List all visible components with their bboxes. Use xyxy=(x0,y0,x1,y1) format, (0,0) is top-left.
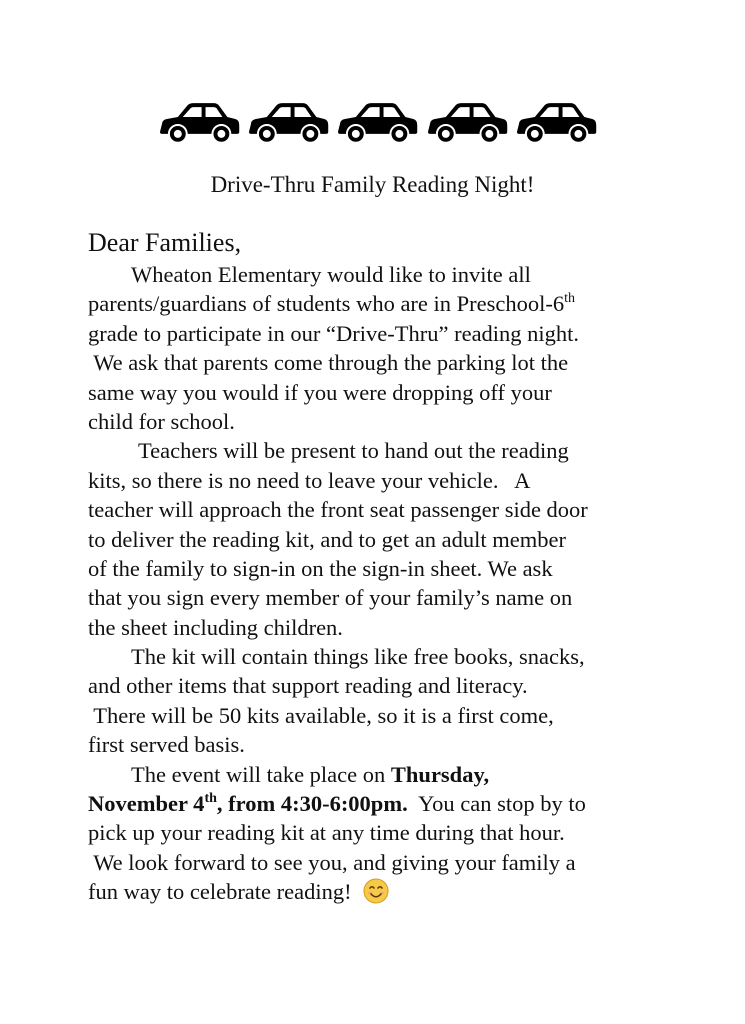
paragraph-1-line-5: same way you would if you were dropping off your xyxy=(88,379,552,405)
paragraph-1-line-6: child for school. xyxy=(88,408,235,434)
page-title: Drive-Thru Family Reading Night! xyxy=(210,172,535,197)
paragraph-2-line-5: of the family to sign-in on the sign-in sheet. We ask xyxy=(88,555,553,581)
smiling-face-icon xyxy=(363,878,389,904)
paragraph-4-line-5 xyxy=(88,877,688,906)
paragraph-4-line-3: pick up your reading kit at any time during that hour. xyxy=(88,820,565,846)
event-time: , from 4:30-6:00pm. xyxy=(216,791,408,817)
car-icon xyxy=(247,100,330,144)
paragraph-3-line-1: The kit will contain things like free books, snacks, xyxy=(131,644,585,670)
event-date-month: November 4 xyxy=(88,791,205,817)
car-icon xyxy=(336,100,419,144)
car-icon xyxy=(426,100,509,144)
paragraph-2-line-1: Teachers will be present to hand out the reading xyxy=(138,438,569,464)
car-icon xyxy=(515,100,598,144)
paragraph-2-line-2: kits, so there is no need to leave your vehicle. A xyxy=(88,467,531,493)
paragraph-1-line-2 xyxy=(88,289,688,318)
paragraph-2-line-7: the sheet including children. xyxy=(88,614,343,640)
paragraph-1-line-1: Wheaton Elementary would like to invite all xyxy=(131,262,531,287)
paragraph-4-line-1 xyxy=(88,760,688,789)
paragraph-1-line-2-text: parents/guardians of students who are in Preschool-6 xyxy=(88,291,565,317)
paragraph-4-line-4: We look forward to see you, and giving your family a xyxy=(88,849,576,875)
paragraph-1-line-4: We ask that parents come through the parking lot the xyxy=(88,350,569,376)
paragraph-2-line-6: that you sign every member of your family’s name on xyxy=(88,585,573,611)
paragraph-1-line-3: grade to participate in our “Drive-Thru” reading night. xyxy=(88,320,580,346)
paragraph-4-line-2 xyxy=(88,789,688,818)
paragraph-2-line-3: teacher will approach the front seat passenger side door xyxy=(88,497,588,523)
car-icon xyxy=(158,100,241,144)
paragraph-3-line-3: There will be 50 kits available, so it is a first come, xyxy=(88,702,554,728)
paragraph-3-line-4: first served basis. xyxy=(88,732,245,758)
paragraph-2-line-4: to deliver the reading kit, and to get an adult member xyxy=(88,526,566,552)
event-date xyxy=(88,791,408,816)
event-day: Thursday, xyxy=(390,761,490,787)
paragraph-3-line-2: and other items that support reading and literacy. xyxy=(88,673,528,699)
ordinal-suffix: th xyxy=(204,791,217,807)
paragraph-4-line-2-text: You can stop by to xyxy=(407,791,586,817)
car-icon-row xyxy=(158,100,598,144)
ordinal-suffix: th xyxy=(564,291,576,307)
letter-body xyxy=(88,260,688,907)
paragraph-4-line-5-text: fun way to celebrate reading! xyxy=(88,879,358,905)
paragraph-4-line-1-text: The event will take place on xyxy=(131,761,391,787)
salutation: Dear Families, xyxy=(88,228,242,257)
